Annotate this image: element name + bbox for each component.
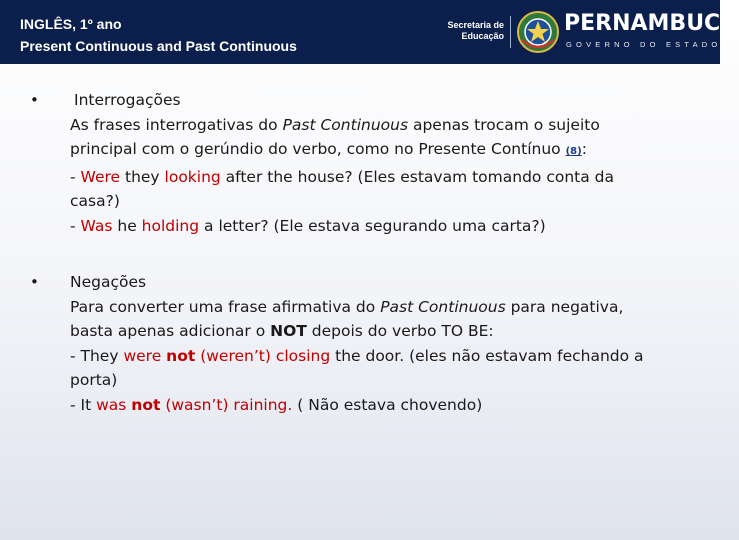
example-line bbox=[70, 189, 690, 214]
text: depois do verbo TO BE: bbox=[306, 322, 494, 340]
emphasis-text: Past Continuous bbox=[380, 297, 506, 316]
negacoes-section bbox=[30, 270, 690, 417]
slide-header-title bbox=[20, 13, 297, 57]
highlight-text: were bbox=[123, 346, 167, 365]
intro-line bbox=[70, 295, 690, 320]
text: - bbox=[70, 167, 81, 186]
text: the door. (eles não estavam fechando a bbox=[330, 346, 644, 365]
section-heading bbox=[70, 270, 690, 295]
text: apenas trocam o sujeito bbox=[408, 115, 600, 134]
text: para negativa, bbox=[505, 297, 624, 316]
text: As frases interrogativas do bbox=[70, 115, 283, 134]
example-line bbox=[70, 214, 690, 239]
interrogacoes-section bbox=[30, 88, 690, 238]
bullet-icon: • bbox=[30, 91, 39, 109]
coat-of-arms-icon bbox=[516, 10, 560, 54]
heading-text: Negações bbox=[70, 273, 147, 291]
example-line bbox=[70, 368, 690, 393]
text: they bbox=[120, 167, 165, 186]
text: principal com o gerúndio do verbo, como no Presente Contínuo bbox=[70, 140, 566, 158]
government-logo bbox=[442, 6, 739, 58]
logo-divider bbox=[510, 16, 511, 48]
text: Para converter uma frase afirmativa do bbox=[70, 297, 381, 316]
secretaria-line2: Educação bbox=[461, 31, 504, 41]
secretaria-label bbox=[442, 20, 504, 42]
emphasis-text: Past Continuous bbox=[282, 115, 409, 134]
highlight-text: (wasn’t) raining. bbox=[160, 395, 293, 414]
heading-text: Interrogações bbox=[74, 91, 181, 109]
example-line bbox=[70, 393, 690, 418]
text: casa?) bbox=[70, 192, 120, 210]
state-name: PERNAMBUCO bbox=[564, 11, 739, 36]
bold-text: NOT bbox=[270, 322, 307, 340]
text: porta) bbox=[70, 371, 118, 389]
bullet-icon: • bbox=[30, 273, 39, 291]
highlight-text: looking bbox=[164, 167, 221, 186]
reference-link[interactable]: (8) bbox=[565, 146, 582, 157]
example-line bbox=[70, 344, 690, 369]
text: ( Não estava chovendo) bbox=[292, 395, 483, 414]
subject-title: INGLÊS, 1º ano bbox=[20, 16, 122, 32]
secretaria-line1: Secretaria de bbox=[447, 20, 504, 30]
example-line bbox=[70, 165, 690, 190]
highlight-text: Was bbox=[80, 216, 113, 235]
text: : bbox=[581, 140, 587, 158]
text: a letter? (Ele estava segurando uma carta?) bbox=[199, 216, 546, 235]
state-subtitle: GOVERNO DO ESTADO bbox=[566, 40, 722, 49]
text: he bbox=[112, 216, 142, 235]
text: - They bbox=[70, 346, 124, 365]
text: basta apenas adicionar o bbox=[70, 322, 271, 340]
text: after the house? (Eles estavam tomando conta da bbox=[220, 167, 615, 186]
section-heading bbox=[70, 88, 690, 113]
highlight-bold-text: not bbox=[131, 395, 161, 414]
intro-line bbox=[70, 319, 690, 344]
highlight-text: Were bbox=[80, 167, 121, 186]
highlight-bold-text: not bbox=[166, 346, 196, 365]
topic-title: Present Continuous and Past Continuous bbox=[20, 38, 297, 54]
header-bar bbox=[0, 0, 739, 64]
highlight-text: (weren’t) closing bbox=[195, 346, 331, 365]
intro-line bbox=[70, 113, 690, 138]
intro-line bbox=[70, 137, 690, 165]
text: - bbox=[70, 216, 81, 235]
highlight-text: holding bbox=[141, 216, 200, 235]
text: - It bbox=[70, 395, 97, 414]
highlight-text: was bbox=[96, 395, 132, 414]
